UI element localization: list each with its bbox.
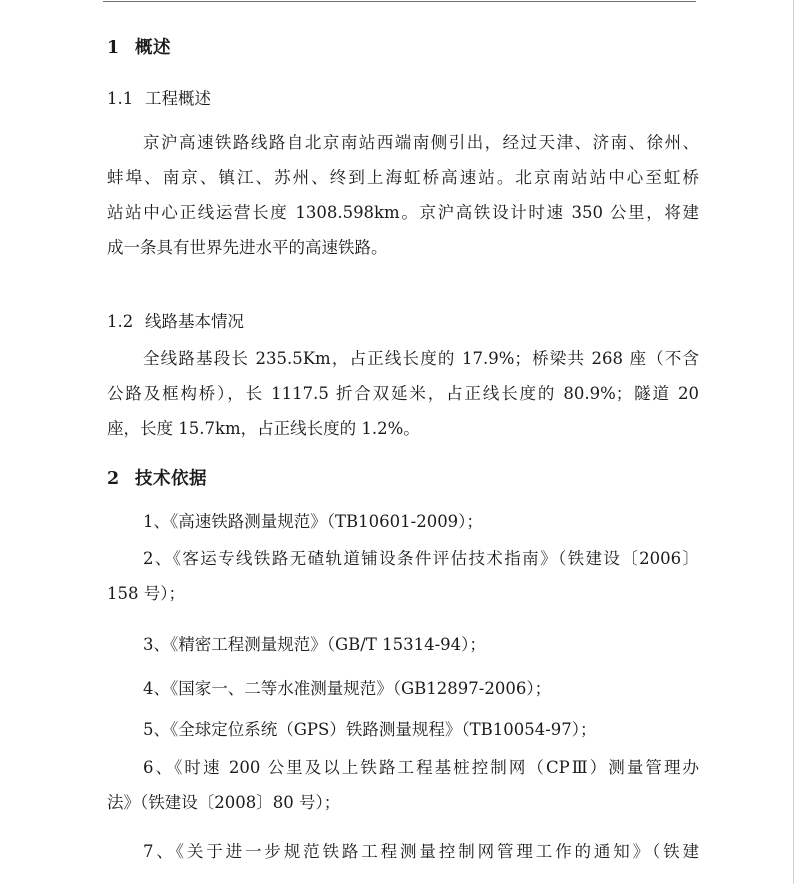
paragraph-line: 成一条具有世界先进水平的高速铁路。 [107, 238, 388, 257]
reference-item-7 [107, 834, 699, 869]
subsection-1-2-heading [107, 308, 699, 332]
paragraph-route-info [107, 341, 699, 446]
reference-item-2 [107, 541, 699, 611]
paragraph-project-overview [107, 125, 699, 265]
paragraph-line: 公路及框构桥），长 1117.5 折合双延米，占正线长度的 80.9%；隧道 20 [107, 384, 699, 403]
reference-text: 3、《精密工程测量规范》（GB/T 15314-94）； [143, 635, 486, 654]
header-rule [103, 1, 696, 2]
reference-text: 7、《关于进一步规范铁路工程测量控制网管理工作的通知》（铁建 [143, 842, 699, 861]
subsection-1-1-number: 1.1 [107, 89, 134, 108]
reference-text: 158 号）； [107, 584, 185, 603]
paragraph-line: 站站中心正线运营长度 1308.598km。京沪高铁设计时速 350 公里，将建 [107, 203, 699, 222]
section-2-heading [107, 465, 699, 490]
paragraph-line: 全线路基段长 235.5Km，占正线长度的 17.9%；桥梁共 268 座（不含 [143, 349, 699, 368]
paragraph-line: 蚌埠、南京、镇江、苏州、终到上海虹桥高速站。北京南站站中心至虹桥 [107, 168, 699, 187]
section-1-heading [107, 34, 699, 59]
subsection-1-2-number: 1.2 [107, 312, 134, 331]
reference-text: 6、《时速 200 公里及以上铁路工程基桩控制网（CPⅢ）测量管理办 [143, 758, 699, 777]
section-2-number: 2 [107, 469, 120, 489]
reference-item-3 [107, 631, 699, 655]
reference-text: 4、《国家一、二等水准测量规范》（GB12897-2006）； [143, 679, 552, 698]
section-1-title: 概述 [135, 38, 171, 58]
reference-item-5 [107, 716, 699, 740]
reference-item-4 [107, 675, 699, 699]
reference-item-6 [107, 750, 699, 820]
paragraph-line: 京沪高速铁路线路自北京南站西端南侧引出，经过天津、济南、徐州、 [143, 133, 699, 152]
subsection-1-1-title: 工程概述 [145, 89, 211, 108]
paragraph-line: 座，长度 15.7km，占正线长度的 1.2%。 [107, 419, 420, 438]
reference-text: 2、《客运专线铁路无碴轨道铺设条件评估技术指南》（铁建设〔2006〕 [143, 549, 699, 568]
subsection-1-1-heading [107, 85, 699, 109]
section-1-number: 1 [107, 38, 120, 58]
reference-text: 1、《高速铁路测量规范》（TB10601-2009）； [143, 512, 483, 531]
subsection-1-2-title: 线路基本情况 [145, 312, 244, 331]
section-2-title: 技术依据 [135, 469, 207, 489]
reference-text: 法》（铁建设〔2008〕80 号）； [107, 793, 341, 812]
reference-item-1 [107, 508, 699, 532]
reference-text: 5、《全球定位系统（GPS）铁路测量规程》（TB10054-97）； [143, 720, 597, 739]
